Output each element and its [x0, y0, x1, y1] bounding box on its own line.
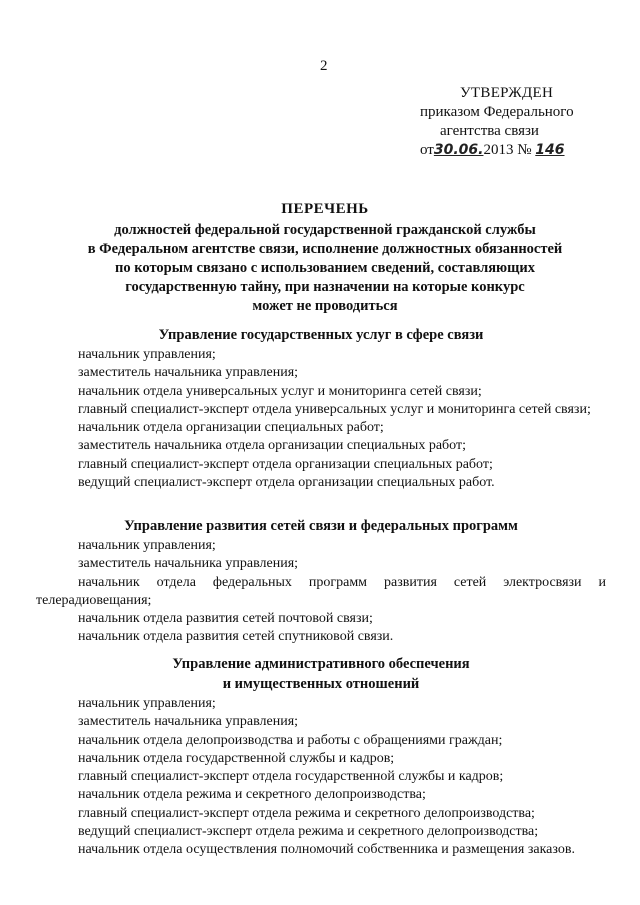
list-item: заместитель начальника управления;: [78, 365, 299, 381]
list-item: начальник отдела универсальных услуг и мониторинга сетей связи;: [78, 383, 482, 399]
list-item: начальник отдела федеральных программ развития сетей электросвязи и телерадиовещания;: [36, 574, 606, 608]
section-title-continued: и имущественных отношений: [222, 676, 420, 692]
section-title: Управление административного обеспечения: [172, 656, 470, 672]
title-line: по которым связано с использованием сведений, составляющих: [115, 260, 535, 276]
list-item: начальник управления;: [78, 538, 216, 553]
page-number: 2: [320, 58, 328, 74]
approval-line-order: приказом Федерального: [420, 104, 574, 120]
position-list: [36, 537, 606, 647]
list-item: начальник отдела развития сетей почтовой связи;: [78, 611, 373, 627]
list-item: начальник отдела режима и секретного делопроизводства;: [78, 787, 426, 803]
date-year: 2013 №: [483, 142, 532, 158]
title-main: ПЕРЕЧЕНЬ: [281, 201, 369, 217]
title-line: должностей федеральной государственной гражданской службы: [114, 222, 536, 238]
list-item: начальник управления;: [78, 696, 216, 711]
title-line: может не проводиться: [252, 298, 398, 314]
list-item: главный специалист-эксперт отдела режима и секретного делопроизводства;: [78, 805, 535, 821]
section-title: Управление развития сетей связи и федеральных программ: [124, 518, 518, 534]
handwritten-order-number: 146: [535, 142, 565, 158]
list-item: главный специалист-эксперт отдела универсальных услуг и мониторинга сетей связи;: [78, 401, 591, 417]
approval-heading: УТВЕРЖДЕН: [460, 85, 554, 101]
list-item: начальник отдела государственной службы и кадров;: [78, 750, 395, 766]
section-title: Управление государственных услуг в сфере связи: [158, 327, 484, 343]
list-item: заместитель начальника отдела организации специальных работ;: [78, 438, 466, 454]
date-prefix: от: [420, 142, 434, 158]
approval-date-line: [420, 141, 620, 160]
list-item: заместитель начальника управления;: [78, 714, 299, 730]
list-item: начальник отдела делопроизводства и работы с обращениями граждан;: [78, 732, 503, 748]
list-item: заместитель начальника управления;: [78, 556, 299, 572]
document-title: [40, 200, 610, 316]
section-network-development: [36, 517, 606, 647]
position-list: [36, 695, 606, 860]
position-list: [36, 346, 606, 492]
list-item: главный специалист-эксперт отдела государственной службы и кадров;: [78, 769, 504, 785]
handwritten-date: 30.06.: [433, 142, 484, 158]
list-item: начальник управления;: [78, 347, 216, 362]
section-administrative: [36, 655, 606, 860]
list-item: начальник отдела развития сетей спутниковой связи.: [78, 629, 394, 645]
approval-stamp: [420, 84, 620, 160]
list-item: ведущий специалист-эксперт отдела режима и секретного делопроизводства;: [78, 824, 539, 840]
approval-line-agency: агентства связи: [440, 123, 539, 139]
title-line: государственную тайну, при назначении на которые конкурс: [125, 279, 525, 295]
list-item: начальник отдела организации специальных работ;: [78, 420, 384, 436]
title-line: в Федеральном агентстве связи, исполнение должностных обязанностей: [87, 241, 563, 257]
section-state-services: [36, 326, 606, 492]
list-item: ведущий специалист-эксперт отдела организации специальных работ.: [78, 475, 495, 491]
list-item: начальник отдела осуществления полномочий собственника и размещения заказов.: [78, 842, 575, 858]
list-item: главный специалист-эксперт отдела организации специальных работ;: [78, 456, 493, 472]
